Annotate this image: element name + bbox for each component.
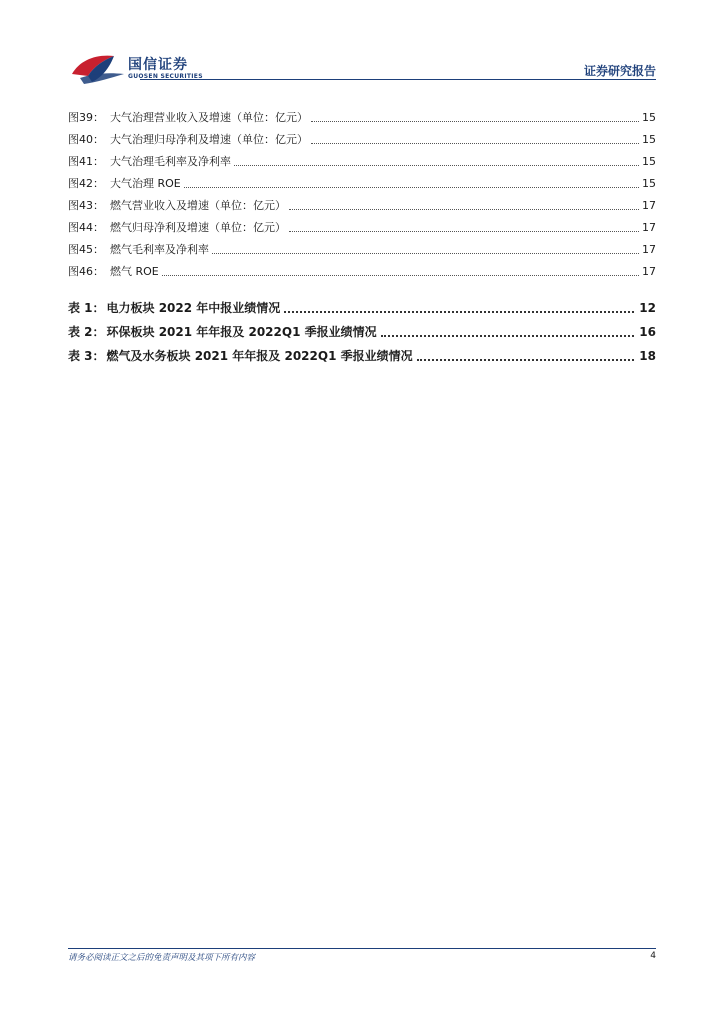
figure-page-number: 17 xyxy=(642,199,656,212)
figure-label: 图41： xyxy=(68,155,104,168)
dot-leader xyxy=(381,335,634,337)
table-list xyxy=(68,292,656,364)
figure-label: 图40： xyxy=(68,133,104,146)
guosen-logo xyxy=(70,52,230,86)
toc-table-entry[interactable] xyxy=(68,292,656,316)
header-divider xyxy=(140,79,656,80)
toc-figure-entry[interactable] xyxy=(68,213,656,235)
figure-page-number: 15 xyxy=(642,111,656,124)
toc-table-entry[interactable] xyxy=(68,316,656,340)
figure-title: 大气治理毛利率及净利率 xyxy=(110,155,231,168)
page-header xyxy=(0,0,724,100)
table-label: 表 1： xyxy=(68,301,105,315)
toc-figure-entry[interactable] xyxy=(68,147,656,169)
figure-label: 图43： xyxy=(68,199,104,212)
figure-label: 图39： xyxy=(68,111,104,124)
figure-page-number: 15 xyxy=(642,177,656,190)
figure-title: 大气治理 ROE xyxy=(110,177,181,190)
figure-page-number: 17 xyxy=(642,265,656,278)
figure-page-number: 17 xyxy=(642,221,656,234)
dot-leader xyxy=(311,121,639,122)
toc-figure-entry[interactable] xyxy=(68,103,656,125)
dot-leader xyxy=(289,231,639,232)
figure-label: 图44： xyxy=(68,221,104,234)
dot-leader xyxy=(311,143,639,144)
footer-disclaimer: 请务必阅读正文之后的免责声明及其项下所有内容 xyxy=(68,953,256,963)
toc-figure-entry[interactable] xyxy=(68,257,656,279)
guosen-logo-mark-icon xyxy=(70,52,126,86)
dot-leader xyxy=(184,187,639,188)
logo-english-name: GUOSEN SECURITIES xyxy=(128,73,203,80)
footer-divider xyxy=(68,948,656,949)
figure-page-number: 15 xyxy=(642,133,656,146)
figure-title: 大气治理归母净利及增速（单位：亿元） xyxy=(110,133,308,146)
figure-title: 大气治理营业收入及增速（单位：亿元） xyxy=(110,111,308,124)
toc-figure-entry[interactable] xyxy=(68,125,656,147)
table-title: 环保板块 2021 年年报及 2022Q1 季报业绩情况 xyxy=(106,325,377,339)
toc-figure-entry[interactable] xyxy=(68,191,656,213)
figure-title: 燃气 ROE xyxy=(110,265,159,278)
figure-label: 图42： xyxy=(68,177,104,190)
table-title: 燃气及水务板块 2021 年年报及 2022Q1 季报业绩情况 xyxy=(106,349,413,363)
figure-list xyxy=(68,103,656,279)
page-number: 4 xyxy=(650,951,656,961)
table-page-number: 16 xyxy=(639,325,656,339)
logo-chinese-name: 国信证券 xyxy=(128,57,188,73)
figure-label: 图46： xyxy=(68,265,104,278)
dot-leader xyxy=(417,359,634,361)
figure-title: 燃气毛利率及净利率 xyxy=(110,243,209,256)
table-label: 表 2： xyxy=(68,325,105,339)
dot-leader xyxy=(234,165,639,166)
dot-leader xyxy=(284,311,634,313)
figure-label: 图45： xyxy=(68,243,104,256)
table-label: 表 3： xyxy=(68,349,105,363)
dot-leader xyxy=(212,253,639,254)
table-page-number: 18 xyxy=(639,349,656,363)
dot-leader xyxy=(289,209,639,210)
table-title: 电力板块 2022 年中报业绩情况 xyxy=(106,301,281,315)
figure-page-number: 15 xyxy=(642,155,656,168)
toc-table-entry[interactable] xyxy=(68,340,656,364)
toc-figure-entry[interactable] xyxy=(68,235,656,257)
figure-title: 燃气归母净利及增速（单位：亿元） xyxy=(110,221,286,234)
report-type-label: 证券研究报告 xyxy=(583,64,656,78)
toc-figure-entry[interactable] xyxy=(68,169,656,191)
dot-leader xyxy=(162,275,639,276)
figure-page-number: 17 xyxy=(642,243,656,256)
figure-title: 燃气营业收入及增速（单位：亿元） xyxy=(110,199,286,212)
table-page-number: 12 xyxy=(639,301,656,315)
